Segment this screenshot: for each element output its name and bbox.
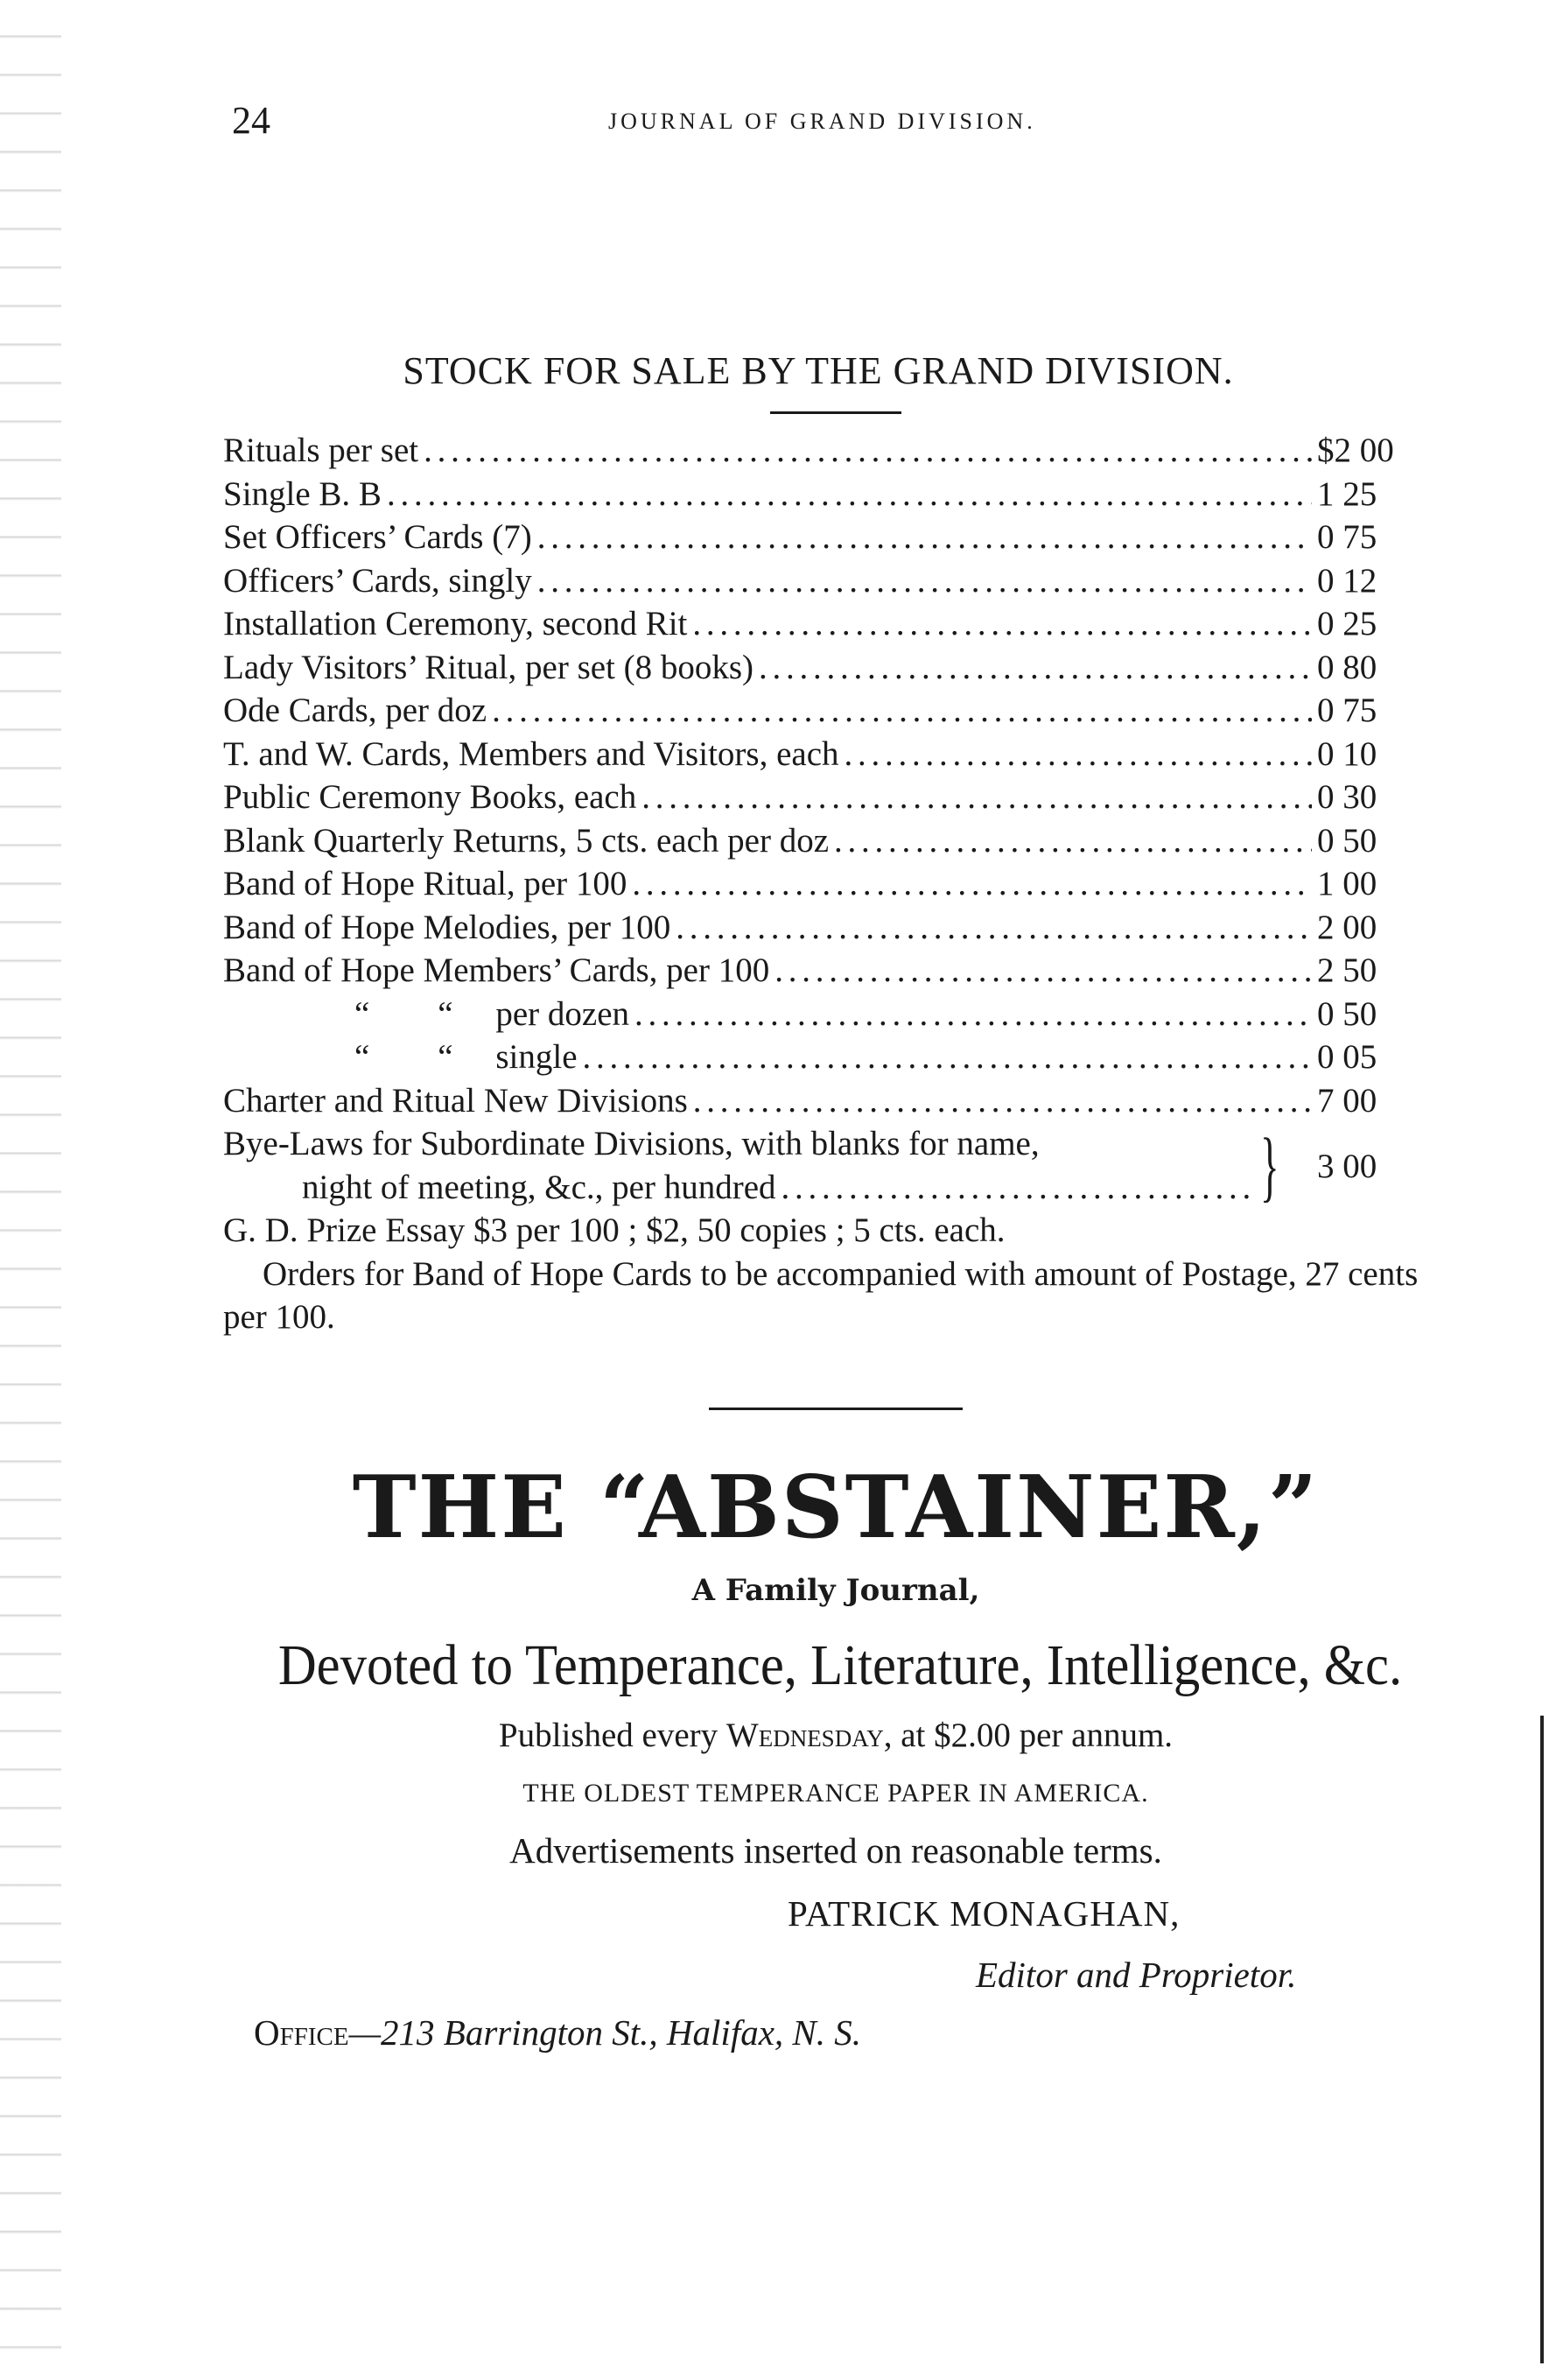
price-row <box>223 689 1448 733</box>
scan-left-edge <box>0 0 61 2380</box>
price-list <box>223 429 1448 1339</box>
item-price: 0 50 <box>1317 994 1377 1033</box>
item-price: 0 30 <box>1317 778 1377 816</box>
item-price: 0 10 <box>1317 734 1377 773</box>
publication-info: Published every Wednesday, at $2.00 per annum. <box>498 1717 1174 1754</box>
item-price: 7 00 <box>1317 1081 1377 1120</box>
item-label-ditto: “ “ per dozen <box>354 994 630 1033</box>
title-rule <box>770 411 901 414</box>
item-label: Band of Hope Ritual, per 100 <box>223 865 627 902</box>
running-title: JOURNAL OF GRAND DIVISION. <box>608 109 1036 134</box>
price-row <box>223 429 1448 473</box>
item-label: Charter and Ritual New Divisions <box>223 1081 688 1120</box>
editor-title: Editor and Proprietor. <box>976 1955 1297 1995</box>
abstainer-tagline: Devoted to Temperance, Literature, Intelligence, &c. <box>277 1633 1403 1697</box>
price-row <box>223 776 1448 819</box>
editor-name: PATRICK MONAGHAN, <box>788 1893 1181 1934</box>
item-label: Lady Visitors’ Ritual, per set (8 books) <box>223 648 754 686</box>
price-row <box>223 906 1448 950</box>
prize-essay-note: G. D. Prize Essay $3 per 100 ; $2, 50 copies ; 5 cts. each. <box>223 1211 1006 1249</box>
bye-laws-price: 3 00 <box>1317 1148 1377 1185</box>
item-price: 0 75 <box>1317 692 1377 729</box>
item-label-ditto: “ “ single <box>354 1038 578 1076</box>
oldest-paper-claim: THE OLDEST TEMPERANCE PAPER IN AMERICA. <box>522 1779 1149 1808</box>
bye-laws-line2: night of meeting, &c., per hundred <box>302 1168 776 1206</box>
running-head <box>232 98 1422 142</box>
stock-title: STOCK FOR SALE BY THE GRAND DIVISION. <box>403 349 1234 392</box>
brace-glyph: } <box>1260 1123 1279 1210</box>
item-price: 0 50 <box>1317 821 1377 860</box>
item-label: Officers’ Cards, singly <box>223 561 532 600</box>
item-price: 2 50 <box>1317 951 1377 989</box>
price-row <box>223 949 1448 993</box>
price-row <box>223 993 1448 1036</box>
abstainer-subtitle: A Family Journal, <box>691 1573 980 1608</box>
orders-note: Orders for Band of Hope Cards to be accompanied with amount of Postage, 27 cents per 100. <box>223 1254 1419 1336</box>
item-price: 0 25 <box>1317 605 1377 642</box>
price-row <box>223 646 1448 690</box>
price-row <box>223 516 1448 559</box>
item-price: 2 00 <box>1317 908 1377 946</box>
item-price: $2 00 <box>1317 432 1394 469</box>
price-row <box>223 602 1448 646</box>
office-label: Office <box>254 2012 349 2053</box>
page-number: 24 <box>232 99 270 142</box>
price-row <box>223 733 1448 776</box>
abstainer-masthead: THE “ABSTAINER,” <box>352 1457 1320 1558</box>
price-row <box>223 1079 1448 1123</box>
item-price: 1 25 <box>1317 474 1377 513</box>
item-label: Blank Quarterly Returns, 5 cts. each per doz <box>223 821 830 860</box>
item-price: 0 12 <box>1317 561 1377 600</box>
scan-right-edge <box>1540 1716 1544 2363</box>
item-price: 0 75 <box>1317 518 1377 556</box>
item-label: Set Officers’ Cards (7) <box>223 518 532 556</box>
price-row <box>223 1036 1448 1079</box>
bye-laws-line1: Bye-Laws for Subordinate Divisions, with blanks for name, <box>223 1125 1040 1162</box>
office-address <box>254 2011 861 2054</box>
price-row <box>223 819 1448 863</box>
bye-laws-entry <box>223 1122 1448 1209</box>
item-label: Public Ceremony Books, each <box>223 778 637 816</box>
item-price: 0 80 <box>1317 648 1377 686</box>
item-label: Installation Ceremony, second Rit <box>223 605 688 642</box>
item-label: Rituals per set <box>223 432 419 469</box>
price-row <box>223 559 1448 603</box>
item-price: 1 00 <box>1317 865 1377 902</box>
publication-day: Wednesday <box>725 1717 884 1754</box>
section-divider-rule <box>709 1408 963 1410</box>
item-label: Ode Cards, per doz <box>223 692 487 729</box>
item-label: T. and W. Cards, Members and Visitors, each <box>223 734 839 773</box>
item-label: Band of Hope Melodies, per 100 <box>223 908 671 946</box>
item-label: Single B. B <box>223 474 382 513</box>
item-price: 0 05 <box>1317 1038 1377 1076</box>
advertising-note: Advertisements inserted on reasonable terms. <box>509 1830 1162 1871</box>
item-label: Band of Hope Members’ Cards, per 100 <box>223 951 770 989</box>
price-row <box>223 473 1448 516</box>
office-address-text: —213 Barrington St., Halifax, N. S. <box>348 2012 862 2053</box>
price-row <box>223 862 1448 906</box>
